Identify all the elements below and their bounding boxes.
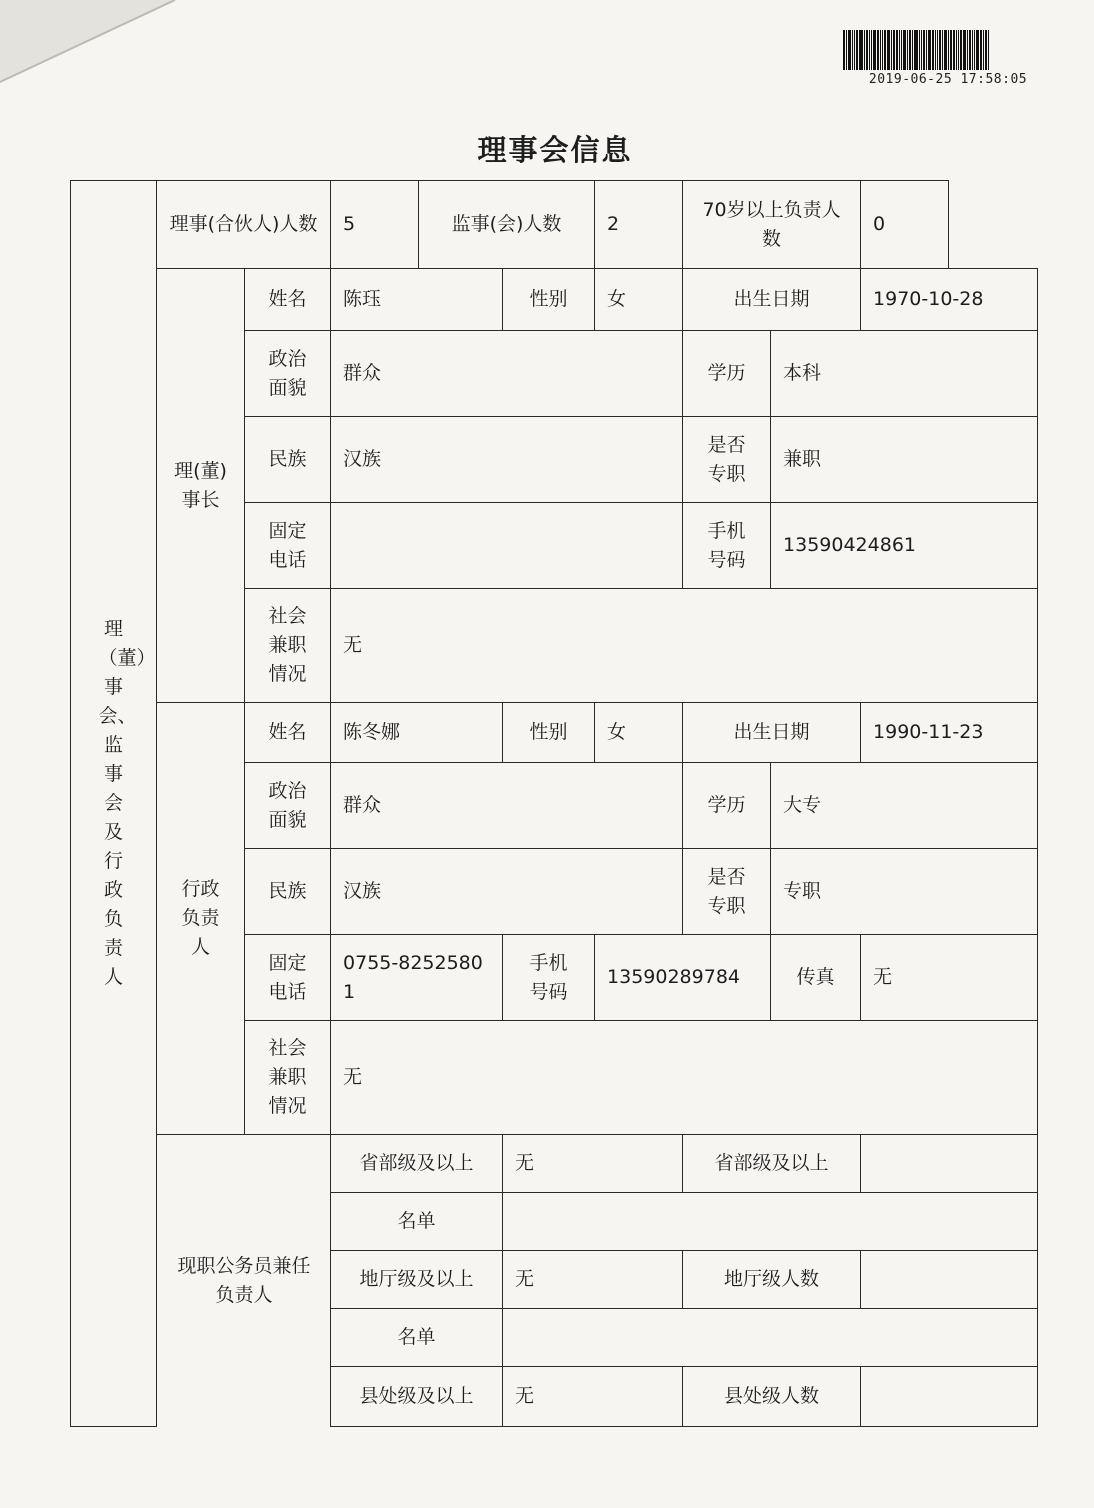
admin-role-label: 行政负责人 (157, 703, 245, 1135)
barcode-bar (907, 30, 908, 70)
barcode-bar (866, 30, 868, 70)
barcode-bar (856, 30, 858, 70)
over70-count-label: 70岁以上负责人数 (683, 181, 861, 269)
admin-education-label: 学历 (683, 763, 771, 849)
board-info-table (70, 180, 1038, 1427)
directors-count-label: 理事(合伙人)人数 (157, 181, 331, 269)
county-count-label: 县处级人数 (683, 1367, 861, 1427)
chairman-education: 本科 (771, 331, 1038, 417)
chairman-gender: 女 (595, 269, 683, 331)
barcode-bar (887, 30, 890, 70)
barcode-bar (901, 30, 902, 70)
barcode-bar (848, 30, 851, 70)
barcode-bar (899, 30, 900, 70)
admin-ethnicity-label: 民族 (245, 849, 331, 935)
chairman-mobile-label: 手机号码 (683, 503, 771, 589)
barcode-bar (903, 30, 906, 70)
admin-birth-label: 出生日期 (683, 703, 861, 763)
admin-name-label: 姓名 (245, 703, 331, 763)
provincial-value: 无 (503, 1135, 683, 1193)
bureau-label: 地厅级及以上 (331, 1251, 503, 1309)
barcode-bar (983, 30, 984, 70)
barcode-bar (950, 30, 952, 70)
barcode-bar (969, 30, 971, 70)
admin-name: 陈冬娜 (331, 703, 503, 763)
admin-mobile-label: 手机号码 (503, 935, 595, 1021)
page-title: 理事会信息 (477, 133, 633, 167)
barcode-bar (909, 30, 911, 70)
barcode-bar (960, 30, 962, 70)
admin-ethnicity: 汉族 (331, 849, 683, 935)
directors-count-value: 5 (331, 181, 419, 269)
barcode-bar (963, 30, 966, 70)
county-label: 县处级及以上 (331, 1367, 503, 1427)
barcode-bar (939, 30, 941, 70)
admin-fulltime: 专职 (771, 849, 1038, 935)
barcode-bar (923, 30, 925, 70)
barcode-bar (880, 30, 881, 70)
barcode-bar (873, 30, 876, 70)
print-timestamp: 2019-06-25 17:58:05 (868, 72, 1028, 87)
admin-fulltime-label: 是否专职 (683, 849, 771, 935)
barcode-bar (884, 30, 886, 70)
section-label: 理（董）事会、监事会及行政负责人 (71, 181, 157, 1427)
bureau-value: 无 (503, 1251, 683, 1309)
chairman-landline-label: 固定电话 (245, 503, 331, 589)
barcode-bar (972, 30, 973, 70)
barcode-bar (956, 30, 957, 70)
barcode-bar (912, 30, 913, 70)
counts-row (71, 181, 1038, 269)
list-1 (503, 1193, 1038, 1251)
chairman-ethnicity-label: 民族 (245, 417, 331, 503)
barcode-bar (980, 30, 982, 70)
admin-fax: 无 (861, 935, 1038, 1021)
barcode-bar (953, 30, 955, 70)
barcode-bar (948, 30, 949, 70)
civil-row-provincial (71, 1135, 1038, 1193)
chairman-role-label: 理(董)事长 (157, 269, 245, 703)
admin-mobile: 13590289784 (595, 935, 771, 1021)
admin-politics-label: 政治面貌 (245, 763, 331, 849)
barcode-bar (967, 30, 968, 70)
barcode-bar (871, 30, 872, 70)
barcode-bar (921, 30, 922, 70)
admin-gender-label: 性别 (503, 703, 595, 763)
barcode-bar (882, 30, 883, 70)
barcode-bar (869, 30, 870, 70)
county-value: 无 (503, 1367, 683, 1427)
chairman-name-label: 姓名 (245, 269, 331, 331)
list-label-1: 名单 (331, 1193, 503, 1251)
chairman-education-label: 学历 (683, 331, 771, 417)
admin-social-label: 社会兼职情况 (245, 1021, 331, 1135)
chairman-birth-label: 出生日期 (683, 269, 861, 331)
bureau-count (861, 1251, 1038, 1309)
provincial-label: 省部级及以上 (331, 1135, 503, 1193)
supervisors-count-label: 监事(会)人数 (419, 181, 595, 269)
barcode-bar (976, 30, 979, 70)
barcode-bar (974, 30, 975, 70)
barcode-bar (928, 30, 931, 70)
barcode-bar (877, 30, 879, 70)
barcode-bar (864, 30, 865, 70)
list-2 (503, 1309, 1038, 1367)
barcode-bar (893, 30, 895, 70)
chairman-fulltime: 兼职 (771, 417, 1038, 503)
barcode-bar (985, 30, 987, 70)
barcode-bar (859, 30, 863, 70)
barcode-bar (891, 30, 892, 70)
admin-landline-label: 固定电话 (245, 935, 331, 1021)
chairman-fulltime-label: 是否专职 (683, 417, 771, 503)
barcode-bar (896, 30, 898, 70)
admin-politics: 群众 (331, 763, 683, 849)
barcode-bar (846, 30, 847, 70)
chairman-politics-label: 政治面貌 (245, 331, 331, 417)
chairman-birth: 1970-10-28 (861, 269, 1038, 331)
admin-landline: 0755-82525801 (331, 935, 503, 1021)
admin-fax-label: 传真 (771, 935, 861, 1021)
barcode-bar (937, 30, 938, 70)
barcode-bar (852, 30, 853, 70)
chairman-gender-label: 性别 (503, 269, 595, 331)
list-label-2: 名单 (331, 1309, 503, 1367)
barcode-bar (926, 30, 927, 70)
county-count (861, 1367, 1038, 1427)
chairman-social: 无 (331, 589, 1038, 703)
chairman-mobile: 13590424861 (771, 503, 1038, 589)
chairman-politics: 群众 (331, 331, 683, 417)
admin-gender: 女 (595, 703, 683, 763)
barcode-bar (942, 30, 943, 70)
barcode-bar (935, 30, 936, 70)
chairman-name: 陈珏 (331, 269, 503, 331)
admin-row-name (71, 703, 1038, 763)
barcode-bar (944, 30, 947, 70)
supervisors-count-value: 2 (595, 181, 683, 269)
barcode-bar (843, 30, 845, 70)
barcode-bar (914, 30, 918, 70)
admin-birth: 1990-11-23 (861, 703, 1038, 763)
over70-count-value: 0 (861, 181, 949, 269)
chairman-row-name (71, 269, 1038, 331)
admin-education: 大专 (771, 763, 1038, 849)
barcode-bar (932, 30, 934, 70)
barcode-bar (988, 30, 989, 70)
civil-servants-label: 现职公务员兼任负责人 (157, 1135, 331, 1427)
barcode-bar (958, 30, 959, 70)
chairman-ethnicity: 汉族 (331, 417, 683, 503)
bureau-count-label: 地厅级人数 (683, 1251, 861, 1309)
barcode-bar (854, 30, 855, 70)
barcode-bar (919, 30, 920, 70)
chairman-social-label: 社会兼职情况 (245, 589, 331, 703)
barcode-icon (843, 30, 1041, 70)
provincial-count-label: 省部级及以上 (683, 1135, 861, 1193)
admin-social: 无 (331, 1021, 1038, 1135)
provincial-count (861, 1135, 1038, 1193)
chairman-landline (331, 503, 683, 589)
